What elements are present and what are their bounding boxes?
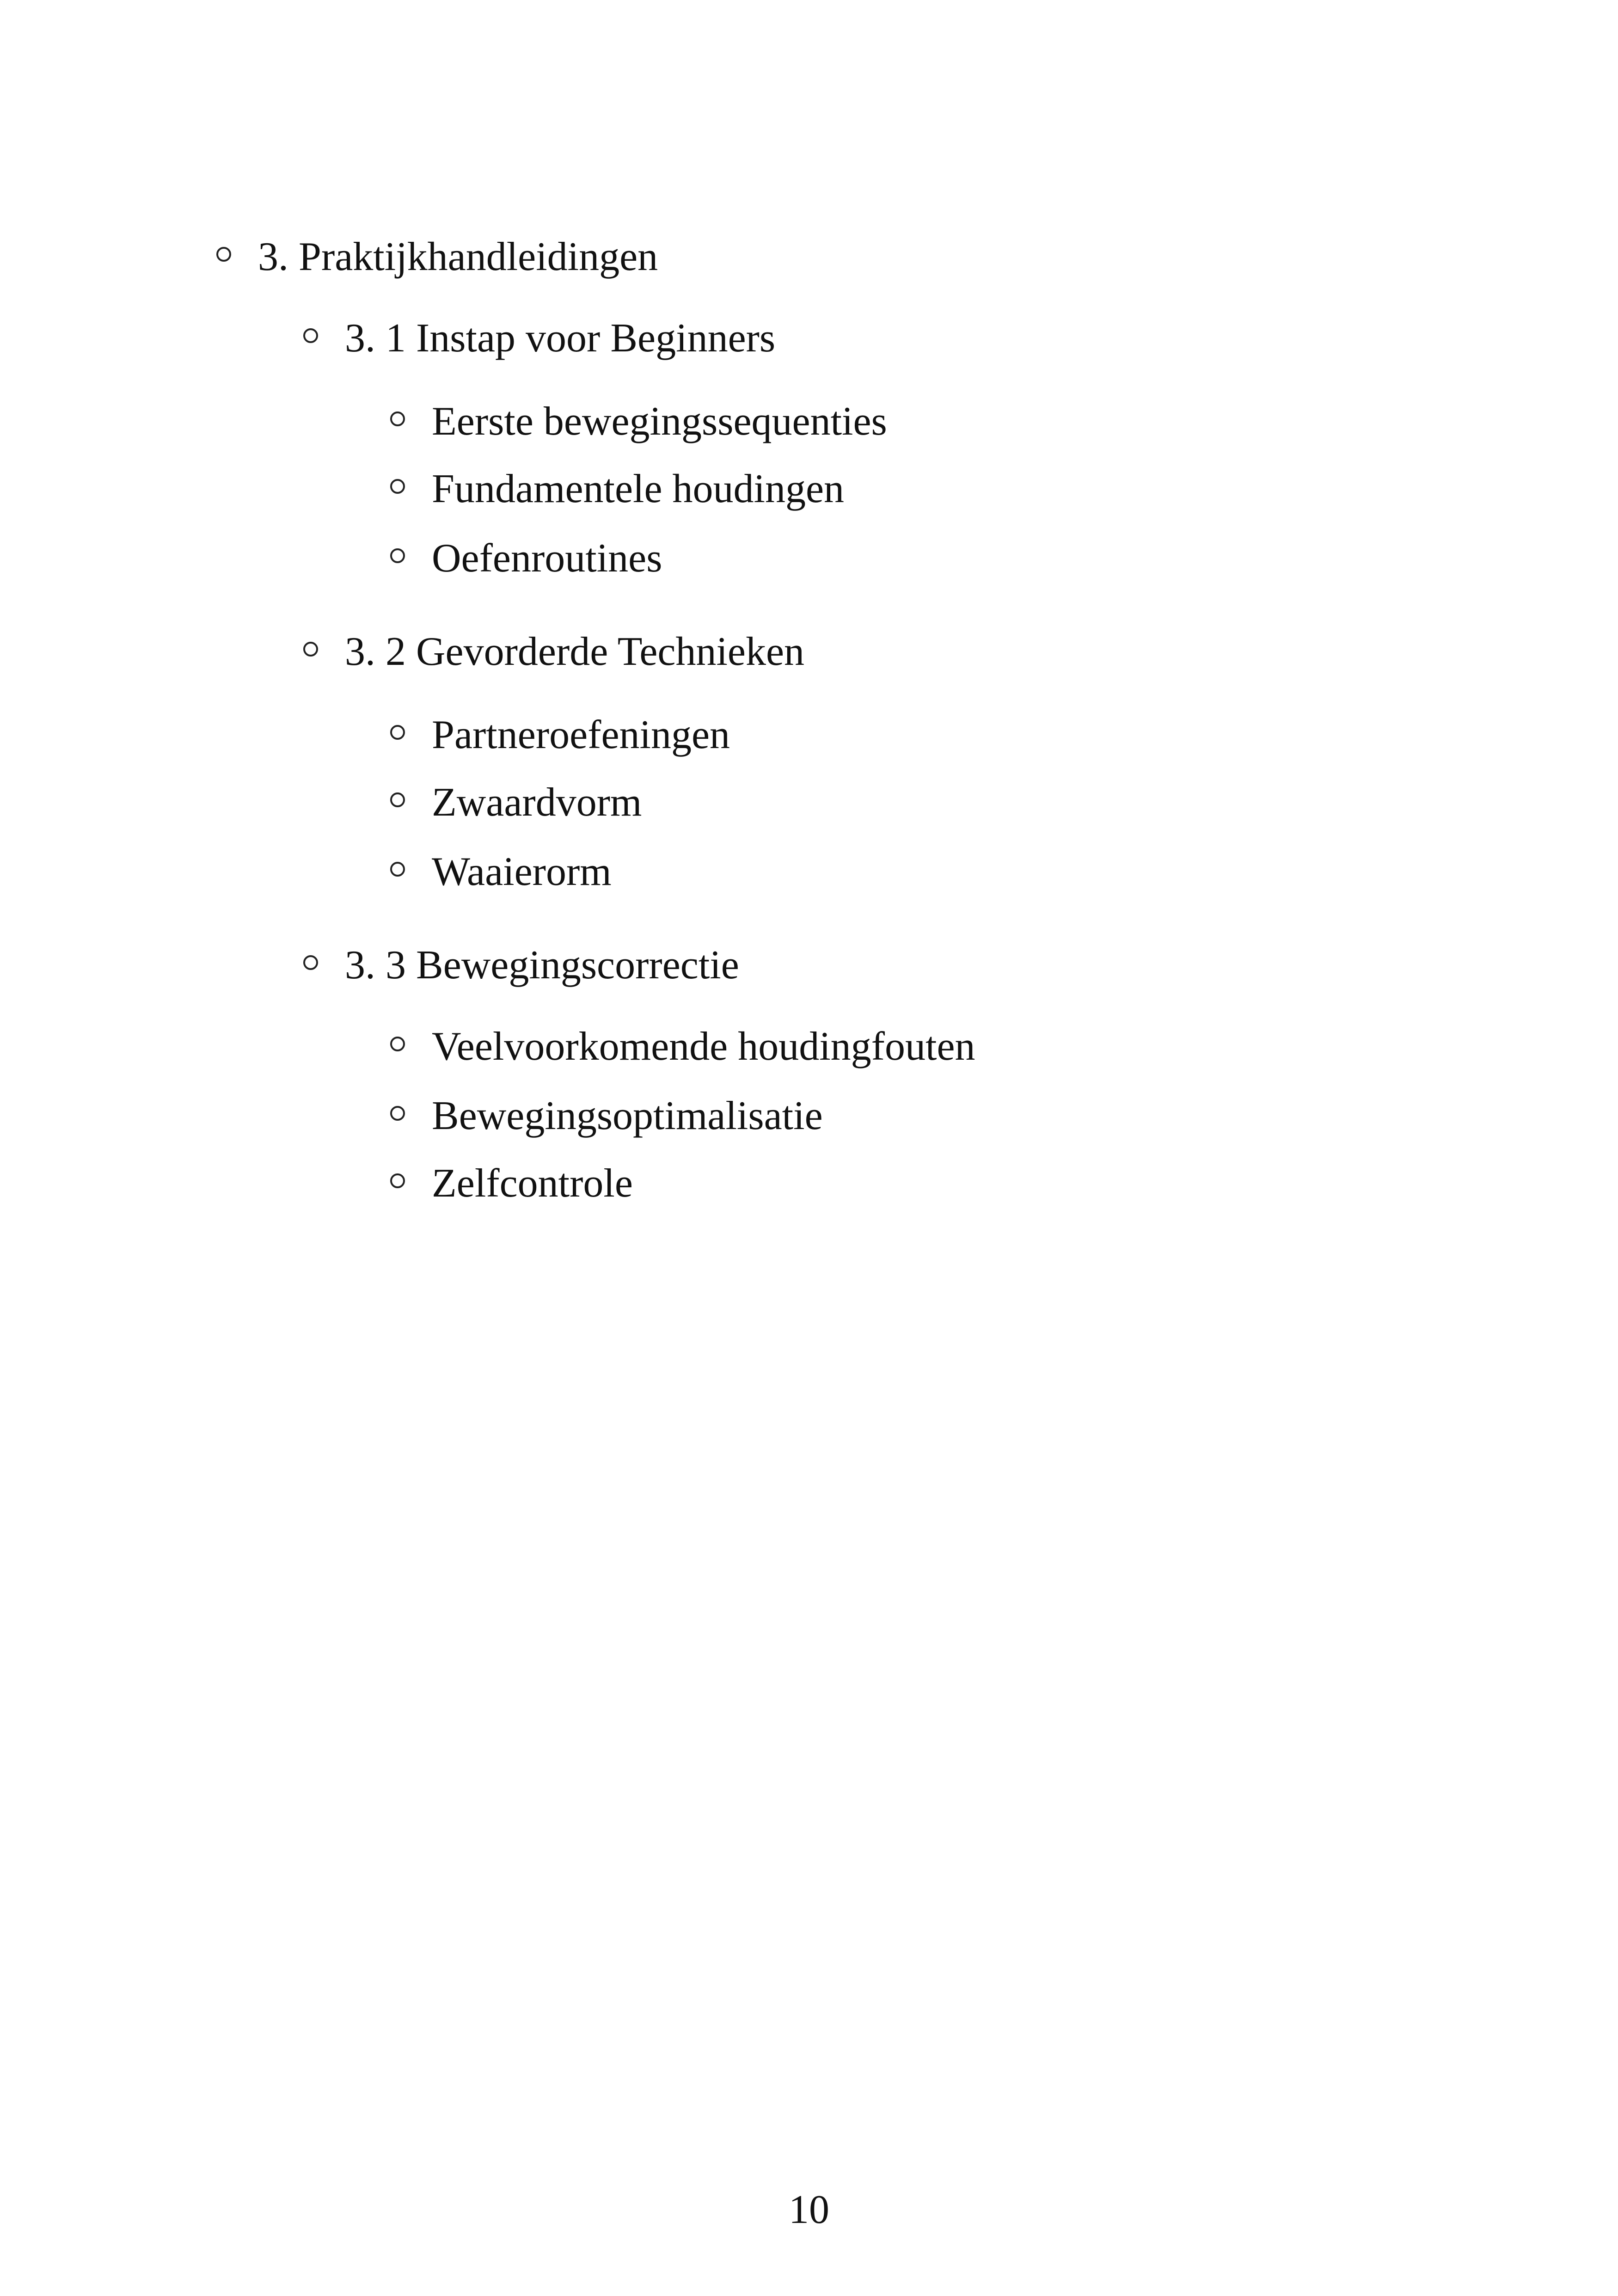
outline-item (390, 527, 662, 583)
outline-item (390, 390, 887, 446)
hollow-bullet-icon (390, 411, 405, 426)
outline-item (390, 1152, 633, 1208)
item-label: Waaierorm (432, 849, 612, 894)
item-label: Fundamentele houdingen (432, 466, 845, 511)
outline-item (390, 771, 642, 827)
outline-item (390, 1015, 975, 1071)
item-label: Bewegingsoptimalisatie (432, 1093, 823, 1138)
item-label: Veelvoorkomende houdingfouten (432, 1024, 975, 1069)
item-label: Eerste bewegingssequenties (432, 399, 887, 444)
outline-item (390, 1085, 823, 1140)
hollow-bullet-icon (303, 955, 318, 970)
hollow-bullet-icon (390, 862, 405, 877)
page-number: 10 (789, 2187, 829, 2232)
hollow-bullet-icon (390, 792, 405, 807)
hollow-bullet-icon (390, 548, 405, 563)
item-label: Zwaardvorm (432, 780, 642, 825)
hollow-bullet-icon (390, 479, 405, 494)
subsection-title: 3. 3 Bewegingscorrectie (345, 942, 739, 988)
subsection-title: 3. 1 Instap voor Beginners (345, 315, 776, 361)
outline-subsection (303, 307, 775, 362)
hollow-bullet-icon (390, 1106, 405, 1121)
hollow-bullet-icon (390, 1173, 405, 1188)
hollow-bullet-icon (216, 247, 231, 262)
outline-item (390, 704, 730, 759)
outline-item (390, 458, 844, 513)
item-label: Oefenroutines (432, 535, 662, 581)
outline-section (216, 226, 658, 281)
hollow-bullet-icon (390, 725, 405, 740)
hollow-bullet-icon (303, 328, 318, 343)
item-label: Partneroefeningen (432, 712, 730, 757)
outline-subsection (303, 620, 804, 676)
subsection-title: 3. 2 Gevorderde Technieken (345, 629, 805, 674)
hollow-bullet-icon (390, 1037, 405, 1051)
outline-item (390, 841, 612, 896)
section-title: 3. Praktijkhandleidingen (258, 234, 658, 279)
hollow-bullet-icon (303, 642, 318, 657)
outline-subsection (303, 934, 739, 989)
item-label: Zelfcontrole (432, 1160, 633, 1206)
